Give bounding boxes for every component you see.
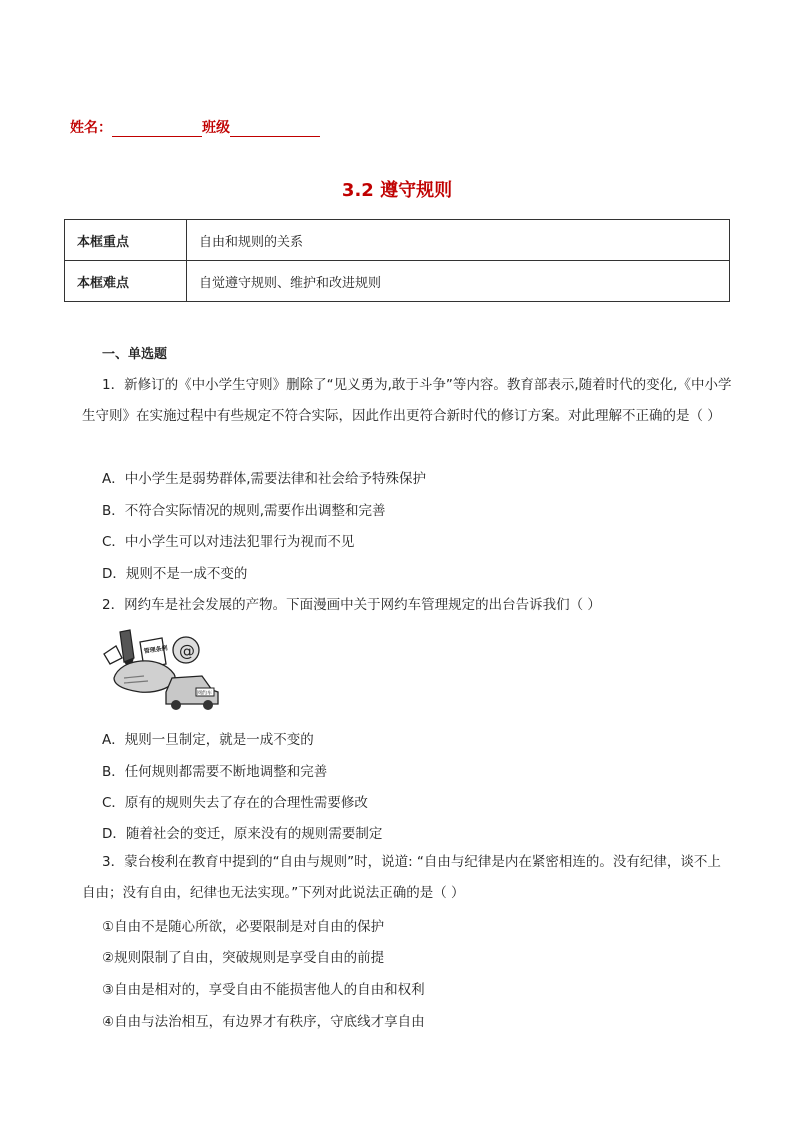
q2-option-a[interactable]: A．规则一旦制定，就是一成不变的 bbox=[102, 732, 314, 748]
question-2-stem: 2．网约车是社会发展的产物。下面漫画中关于网约车管理规定的出台告诉我们（ ） bbox=[102, 597, 601, 613]
sign-text: 管理条例 bbox=[143, 644, 169, 656]
focus-table bbox=[64, 219, 730, 302]
difficulty-value: 自觉遵守规则、维护和改进规则 bbox=[187, 261, 730, 302]
q1-option-c[interactable]: C．中小学生可以对违法犯罪行为视而不见 bbox=[102, 534, 355, 550]
focus-value: 自由和规则的关系 bbox=[187, 220, 730, 261]
svg-text:@: @ bbox=[179, 641, 195, 660]
class-label: 班级 bbox=[202, 120, 230, 136]
class-blank[interactable] bbox=[230, 122, 320, 137]
name-blank[interactable] bbox=[112, 122, 202, 137]
q2-option-c[interactable]: C．原有的规则失去了存在的合理性需要修改 bbox=[102, 795, 368, 811]
question-3-stem: 3．蒙台梭利在教育中提到的“自由与规则”时，说道: “自由与纪律是内在紧密相连的。没有纪律，谈不上自由；没有自由，纪律也无法实现。”下列对此说法正确的是（ ） bbox=[82, 854, 721, 901]
q2-option-b[interactable]: B．任何规则都需要不断地调整和完善 bbox=[102, 764, 328, 780]
q3-statement-2: ②规则限制了自由，突破规则是享受自由的前提 bbox=[102, 950, 385, 966]
student-info-line bbox=[70, 117, 320, 137]
pen-car-cartoon-icon bbox=[100, 628, 224, 712]
question-1-stem: 1．新修订的《中小学生守则》删除了“见义勇为,敢于斗争”等内容。教育部表示,随着时代的变化,《中小学生守则》在实施过程中有些规定不符合实际，因此作出更符合新时代的修订方案。对此理解不正确的是（ ） bbox=[82, 377, 732, 424]
car-plate-text: 网约车 bbox=[197, 690, 213, 697]
q1-option-a[interactable]: A．中小学生是弱势群体,需要法律和社会给予特殊保护 bbox=[102, 471, 427, 487]
name-label: 姓名： bbox=[70, 120, 112, 136]
q2-option-d[interactable]: D．随着社会的变迁，原来没有的规则需要制定 bbox=[102, 826, 383, 842]
difficulty-key: 本框难点 bbox=[65, 261, 187, 302]
lesson-title: 3.2 遵守规则 bbox=[341, 180, 453, 201]
q1-option-d[interactable]: D．规则不是一成不变的 bbox=[102, 566, 248, 582]
q3-statement-4: ④自由与法治相互，有边界才有秩序，守底线才享自由 bbox=[102, 1014, 425, 1030]
focus-key: 本框重点 bbox=[65, 220, 187, 261]
q3-statement-1: ①自由不是随心所欲，必要限制是对自由的保护 bbox=[102, 919, 385, 935]
q3-statement-3: ③自由是相对的，享受自由不能损害他人的自由和权利 bbox=[102, 982, 425, 998]
q1-option-b[interactable]: B．不符合实际情况的规则,需要作出调整和完善 bbox=[102, 503, 386, 519]
table-row bbox=[65, 220, 730, 261]
section-title: 一、单选题 bbox=[102, 347, 168, 362]
table-row bbox=[65, 261, 730, 302]
